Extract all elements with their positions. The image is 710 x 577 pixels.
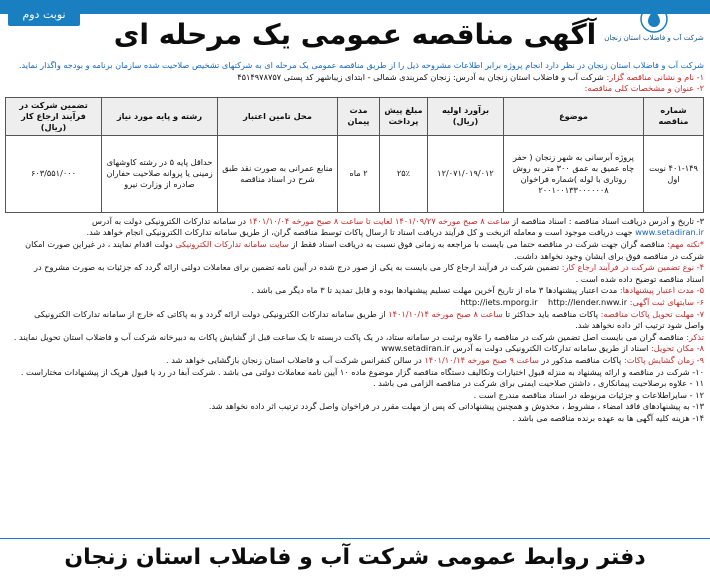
item-1-label: ۱- نام و نشانی مناقصه گزار: xyxy=(606,71,704,82)
reminder xyxy=(6,332,704,344)
cell-guarantee: ۶۰۳/۵۵۱/۰۰۰ xyxy=(6,135,102,212)
item-10: ۱۰- شرکت در مناقصه و ارائه پیشنهاد به منزله قبول اختیارات ونکالیف دستگاه مناقصه گزار موضوع ماده ۱۰ آیین نامه معاملات دولتی می باشد . شرکت آبفا در رد یا قبول هریک از پیشنهادات مختاراست . xyxy=(20,366,704,377)
tender-table xyxy=(5,97,704,213)
cell-prepayment: ۲۵٪ xyxy=(380,135,428,212)
cell-subject: پروژه آبرسانی به شهر زنجان ( حفر چاه عمیق به عمق ۳۰۰ متر به روش روتاری با لوله )شماره فراخوان ۲۰۰۱۰۰۱۳۳۰۰۰۰۰۰۸ xyxy=(504,135,644,212)
item-13: ۱۳- به پیشنهادهای فاقد امضاء ، مشروط ، مخدوش و همچنین پیشنهاداتی که پس از مهلت مقرر در فراخوان واصل گردد ترتیب اثر داده نخواهد شد. xyxy=(208,401,704,412)
item-8 xyxy=(6,343,704,355)
page-title: آگهی مناقصه عمومی یک مرحله ای xyxy=(113,18,597,51)
company-logo xyxy=(604,4,704,56)
item-8-text: اسناد از طریق سامانه تدارکات الکترونیکی دولت به آدرس xyxy=(452,343,649,354)
item-4 xyxy=(6,262,704,274)
item-7-d: واصل شود ترتیب اثر داده نخواهد شد. xyxy=(575,320,704,331)
cell-grade: حداقل پایه ۵ در رشته کاوشهای زمینی یا پروانه صلاحیت حفاران صادره از وزارت نیرو xyxy=(102,135,218,212)
item-5-label: ۵- مدت اعتبار پیشنهادها: xyxy=(619,285,704,296)
item-7-a: پاکات مناقصه باید حداکثر تا xyxy=(505,308,599,319)
note-text-3: شرکت در مناقصه فوق برای ایشان وجود نخواهد داشت. xyxy=(514,250,704,261)
item-9-date: ساعت ۹ صبح مورخه ۱۴۰۱/۱۰/۱۴ xyxy=(424,354,539,365)
item-7-label: ۷- مهلت تحویل پاکات مناقصه: xyxy=(600,308,704,319)
cell-duration: ۲ ماه xyxy=(338,135,380,212)
col-grade: رشته و پایه مورد نیاز xyxy=(102,97,218,135)
item-1 xyxy=(6,72,704,84)
item-8-link[interactable]: www.setadiran.ir xyxy=(381,343,451,354)
item-2-label: ۲- عنوان و مشخصات کلی مناقصه: xyxy=(584,83,704,94)
important-note xyxy=(6,239,704,251)
cell-funding: منابع عمرانی به صورت نقد طبق شرح در اسناد مناقصه xyxy=(218,135,338,212)
col-subject: موضوع xyxy=(504,97,644,135)
col-prepayment: مبلغ پیش پرداخت xyxy=(380,97,428,135)
item-5-text: مدت اعتبار پیشنهادها ۳ ماه از تاریخ آخرین مهلت تسلیم پیشنهادها بوده و قابل تمدید تا ۳ ماه دیگر می باشد . xyxy=(251,285,618,296)
item-8-label: ۸- مکان تحویل: xyxy=(650,343,704,354)
round-badge: نوبت دوم xyxy=(8,4,80,26)
item-9 xyxy=(6,355,704,367)
item-3-cont xyxy=(6,227,704,239)
setad-link[interactable]: www.setadiran.ir xyxy=(635,227,704,238)
item-6-label: ۶- سایتهای ثبت آگهی: xyxy=(629,296,704,307)
item-12: ۱۲ - سایراطلاعات و جزئیات مربوطه در اسناد مناقصه مندرج است . xyxy=(473,389,704,400)
item-3 xyxy=(6,216,704,228)
item-11: ۱۱ - علاوه برصلاحیت پیمانکاری ، داشتن صلاحیت ایمنی برای شرکت در مناقصه الزامی می باشد . xyxy=(372,378,704,389)
item-1-text: شرکت آب و فاضلاب استان زنجان به آدرس: زنجان کمربندی شمالی - ابتدای زیباشهر کد پستی ۴۵۱۴۹۷۸۷۵۷ xyxy=(237,71,604,82)
item-7-date: ساعت ۸ صبح مورخه ۱۴۰۱/۱۰/۱۴ xyxy=(388,308,503,319)
item-14: ۱۴- هزینه کلیه آگهی ها به عهده برنده مناقصه می باشد . xyxy=(512,412,704,423)
lender-link[interactable]: http://lender.nww.ir xyxy=(548,296,628,307)
cell-estimate: ۱۲/۰۷۱/۰۱۹/۰۱۲ xyxy=(428,135,504,212)
item-5 xyxy=(6,285,704,297)
col-number: شماره مناقصه xyxy=(644,97,704,135)
item-7 xyxy=(6,309,704,321)
advertisement-body xyxy=(6,60,704,537)
intro-text: شرکت آب و فاضلاب استان زنجان در نظر دارد انجام پروژه برابر اطلاعات مشروحه ذیل را از طریق مناقصه عمومی یک مرحله ای به شرکتهای تشخیص صلاحیت شده سازمان برنامه و بودجه واگذار نماید. xyxy=(18,60,704,70)
item-3-a: ۳- تاریخ و آدرس دریافت اسناد مناقصه : اسناد مناقصه از xyxy=(512,215,704,226)
note-text: مناقصه گران جهت شرکت در مناقصه حتما می بایست با مراجعه به زمانی فوق نسبت به دریافت اسناد فقط از xyxy=(291,238,665,249)
item-9-a: پاکات مناقصه مذکور در xyxy=(541,354,622,365)
item-7-c: از طریق سامانه تدارکات الکترونیکی دولت ارائه گردد و به پاکاتی که خارج از سامانه تدارکات الکترونیکی xyxy=(34,308,386,319)
item-4-text-2: اسناد مناقصه توضیح داده شده است . xyxy=(575,273,704,284)
col-duration: مدت پیمان xyxy=(338,97,380,135)
table-header-row xyxy=(6,97,704,135)
col-estimate: برآورد اولیه (ریال) xyxy=(428,97,504,135)
header xyxy=(0,0,710,58)
cell-number: ۴۰۱-۱۴۹ نوبت اول xyxy=(644,135,704,212)
note-label: *نکته مهم: xyxy=(667,238,704,249)
item-9-c: در سالن کنفرانس شرکت آب و فاضلاب استان زنجان بازگشایی خواهد شد . xyxy=(166,354,422,365)
water-drop-icon xyxy=(639,4,669,34)
item-4-label: ۴- نوع تضمین شرکت در فرآیند ارجاع کار: xyxy=(561,262,704,273)
col-guarantee: تضمین شرکت در فرآیند ارجاع کار (ریال) xyxy=(6,97,102,135)
note-text-2: دولت اقدام نمایند ، در غیراین صورت امکان xyxy=(25,238,173,249)
note-link: سایت سامانه تدارکات الکترونیکی xyxy=(175,238,289,249)
reminder-label: تذکر: xyxy=(686,331,704,342)
item-3-dates: ساعت ۸ صبح مورخه ۱۴۰۱/۰۹/۲۷ لغایت تا ساعت ۸ صبح مورخه ۱۴۰۱/۱۰/۰۴ xyxy=(248,215,510,226)
item-4-text: تضمین شرکت در فرآیند ارجاع کار می بایست به یکی از صور درج شده در آیین نامه تضمین برای معاملات دولتی ارائه گردد که جزئیات به صورت مشروح در xyxy=(34,262,560,273)
col-funding: محل تامین اعتبار xyxy=(218,97,338,135)
reminder-text: مناقصه گران می بایست اصل تضمین شرکت در مناقصه را علاوه برثبت در سامانه ستاد، در یک پاکت دربسته تا یک ساعت قبل از گشایش پاکات به دبیرخانه شرکت آب و فاضلاب استان تحویل نمایند . xyxy=(13,331,684,342)
item-9-label: ۹- زمان گشایش پاکات: xyxy=(623,354,704,365)
footer-signature: دفتر روابط عمومی شرکت آب و فاضلاب استان زنجان xyxy=(0,538,710,577)
item-6 xyxy=(6,297,704,309)
item-3-c: در سامانه تدارکات الکترونیکی دولت به آدرس xyxy=(91,215,247,226)
logo-text: شرکت آب و فاضلاب استان زنجان xyxy=(604,34,704,42)
iets-link[interactable]: http://iets.mporg.ir xyxy=(460,296,538,307)
item-3-d: جهت دریافت موجود است و معامله اثربخت و کل فرآیند دریافت اسناد تا ارسال پاکات توسط مناقصه گران، از طریق سامانه تدارکات الکترونیکی انجام خواهد شد. xyxy=(86,227,633,238)
table-row xyxy=(6,135,704,212)
